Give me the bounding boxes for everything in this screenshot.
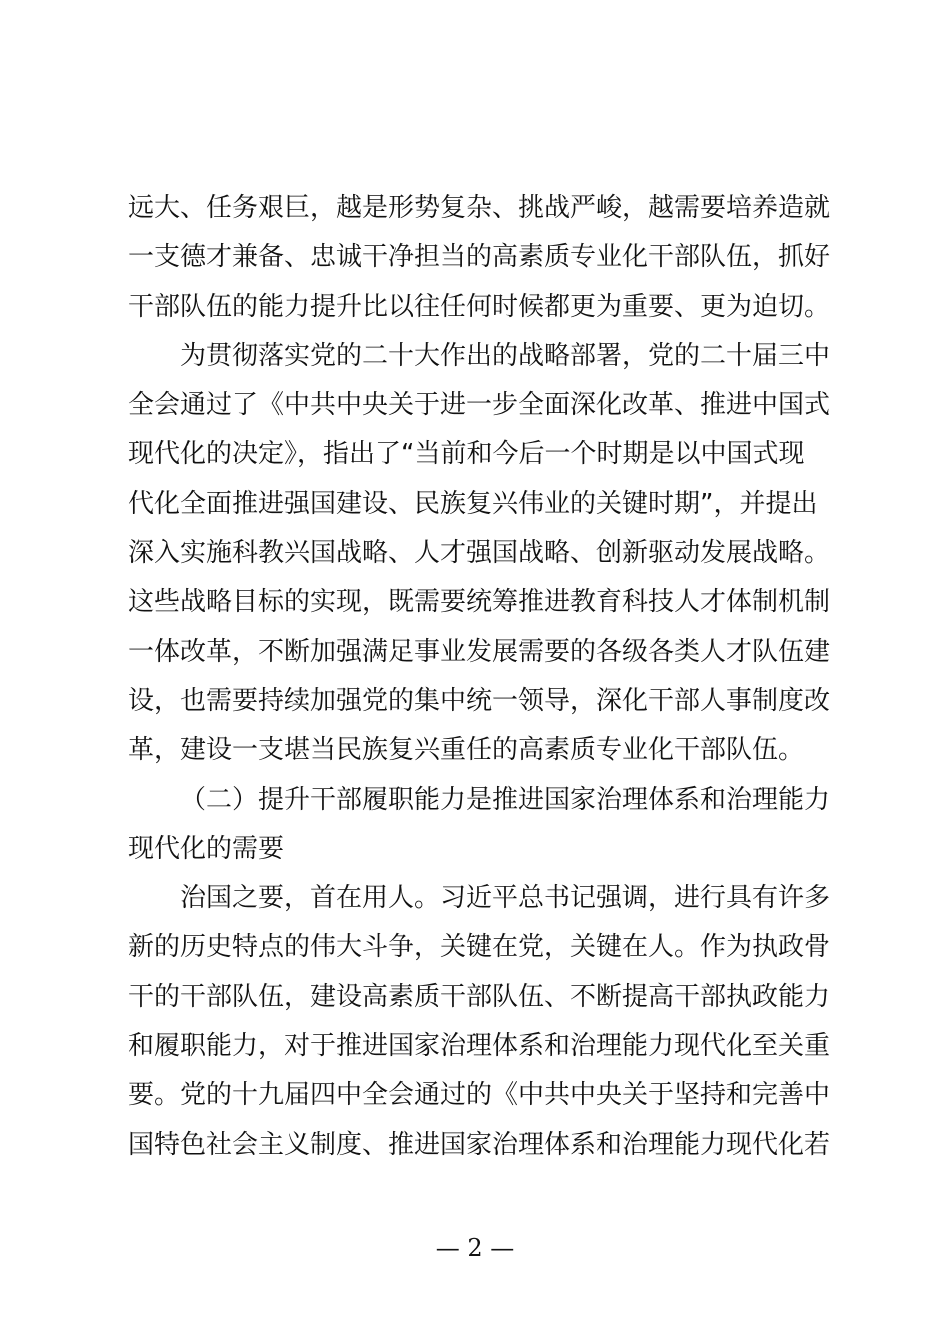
text-line: 深入实施科教兴国战略、人才强国战略、创新驱动发展战略。 <box>128 538 831 569</box>
paragraph-start-line: 为贯彻落实党的二十大作出的战略部署，党的二十届三中 <box>180 340 831 371</box>
text-line: 和履职能力，对于推进国家治理体系和治理能力现代化至关重 <box>128 1031 831 1062</box>
text-line: 要。党的十九届四中全会通过的《中共中央关于坚持和完善中 <box>128 1080 831 1111</box>
document-body <box>128 184 836 1170</box>
text-line: 代化全面推进强国建设、民族复兴伟业的关键时期”，并提出 <box>128 488 818 519</box>
section-heading-line: 现代化的需要 <box>128 833 285 864</box>
text-line: 新的历史特点的伟大斗争，关键在党，关键在人。作为执政骨 <box>128 932 831 963</box>
section-heading-line: （二）提升干部履职能力是推进国家治理体系和治理能力 <box>180 784 831 815</box>
text-line: 这些战略目标的实现，既需要统筹推进教育科技人才体制机制 <box>128 587 831 618</box>
text-line: 一支德才兼备、忠诚干净担当的高素质专业化干部队伍，抓好 <box>128 242 831 273</box>
text-line: 一体改革，不断加强满足事业发展需要的各级各类人才队伍建 <box>128 636 831 667</box>
text-line: 现代化的决定》，指出了“当前和今后一个时期是以中国式现 <box>128 439 805 470</box>
text-line: 远大、任务艰巨，越是形势复杂、挑战严峻，越需要培养造就 <box>128 193 831 223</box>
page-number: — 2 — <box>435 1234 515 1262</box>
text-line: 国特色社会主义制度、推进国家治理体系和治理能力现代化若 <box>128 1129 831 1160</box>
text-line: 设，也需要持续加强党的集中统一领导，深化干部人事制度改 <box>128 685 831 716</box>
paragraph-start-line: 治国之要，首在用人。习近平总书记强调，进行具有许多 <box>180 883 831 914</box>
text-line: 革，建设一支堪当民族复兴重任的高素质专业化干部队伍。 <box>128 735 805 766</box>
text-line: 干的干部队伍，建设高素质干部队伍、不断提高干部执政能力 <box>128 981 831 1012</box>
text-line: 干部队伍的能力提升比以往任何时候都更为重要、更为迫切。 <box>128 291 831 322</box>
text-line: 全会通过了《中共中央关于进一步全面深化改革、推进中国式 <box>128 390 831 421</box>
